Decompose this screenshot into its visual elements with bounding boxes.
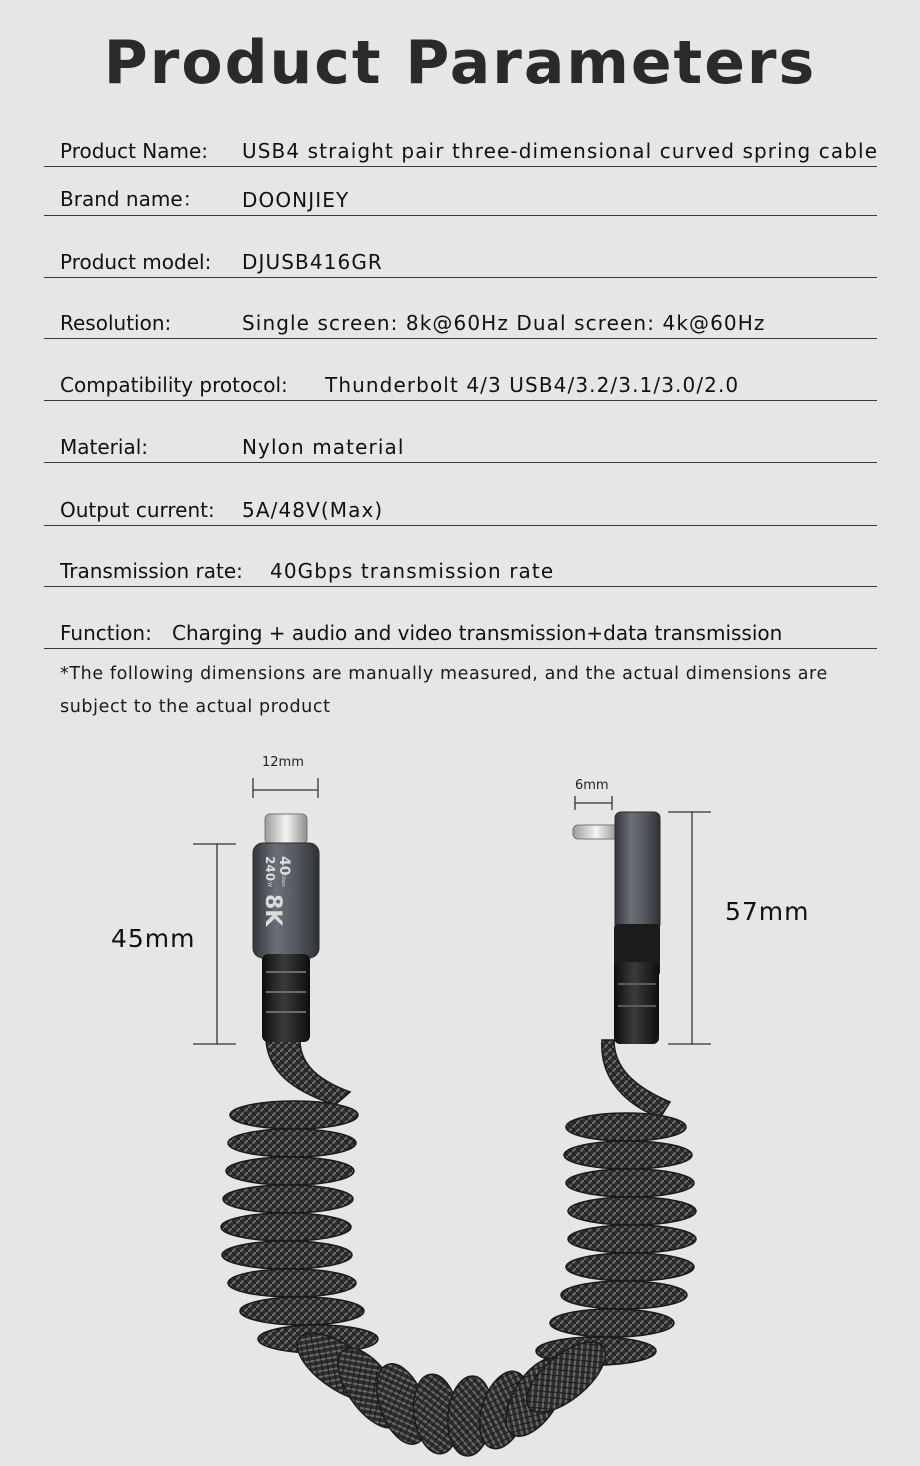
param-label: Function: xyxy=(60,621,152,645)
param-row-material xyxy=(44,432,877,463)
marking-speed: 40 xyxy=(276,856,292,876)
param-row-output-current xyxy=(44,495,877,526)
left-height-label: 45mm xyxy=(111,924,196,953)
right-height-dimension xyxy=(668,812,711,1044)
param-value: 40Gbps transmission rate xyxy=(270,559,555,583)
left-width-label: 12mm xyxy=(262,755,304,770)
param-value: DOONJIEY xyxy=(242,188,350,212)
param-label: Transmission rate: xyxy=(60,559,243,583)
param-row-compatibility-protocol xyxy=(44,370,877,401)
page-title: Product Parameters xyxy=(103,28,817,98)
param-row-product-name xyxy=(44,136,877,167)
param-label: Product Name: xyxy=(60,139,209,163)
param-value: DJUSB416GR xyxy=(242,250,383,274)
coiled-cable xyxy=(221,1040,696,1458)
param-label: Output current: xyxy=(60,498,215,522)
cable-illustration xyxy=(0,740,920,1460)
straight-connector xyxy=(253,814,319,1042)
param-label: Brand name： xyxy=(60,187,203,211)
angled-connector xyxy=(573,812,660,1044)
marking-power-unit: W xyxy=(266,882,272,887)
measurement-note: *The following dimensions are manually measured, and the actual dimensions are subject to the actual product xyxy=(60,664,828,717)
param-value: Single screen: 8k@60Hz Dual screen: 4k@60Hz xyxy=(242,311,766,335)
param-value: USB4 straight pair three-dimensional curved spring cable xyxy=(242,139,879,163)
marking-resolution: 8K xyxy=(260,894,285,927)
marking-power: 240 xyxy=(263,856,277,882)
param-value: Charging + audio and video transmission+data transmission xyxy=(172,621,783,645)
left-width-dimension xyxy=(253,778,318,798)
param-label: Resolution: xyxy=(60,311,172,335)
param-row-product-model xyxy=(44,247,877,278)
param-row-transmission-rate xyxy=(44,556,877,587)
left-height-dimension xyxy=(193,844,236,1044)
param-value: 5A/48V(Max) xyxy=(242,498,384,522)
param-value: Nylon material xyxy=(242,435,405,459)
right-height-label: 57mm xyxy=(725,897,810,926)
marking-speed-unit: Gbps xyxy=(280,874,286,887)
right-width-label: 6mm xyxy=(575,778,609,793)
param-label: Product model: xyxy=(60,250,212,274)
param-row-resolution xyxy=(44,308,877,339)
param-row-function xyxy=(44,618,877,649)
param-label: Compatibility protocol: xyxy=(60,373,288,397)
param-value: Thunderbolt 4/3 USB4/3.2/3.1/3.0/2.0 xyxy=(325,373,740,397)
right-width-dimension xyxy=(575,796,612,810)
param-label: Material: xyxy=(60,435,148,459)
param-row-brand-name xyxy=(44,185,877,216)
